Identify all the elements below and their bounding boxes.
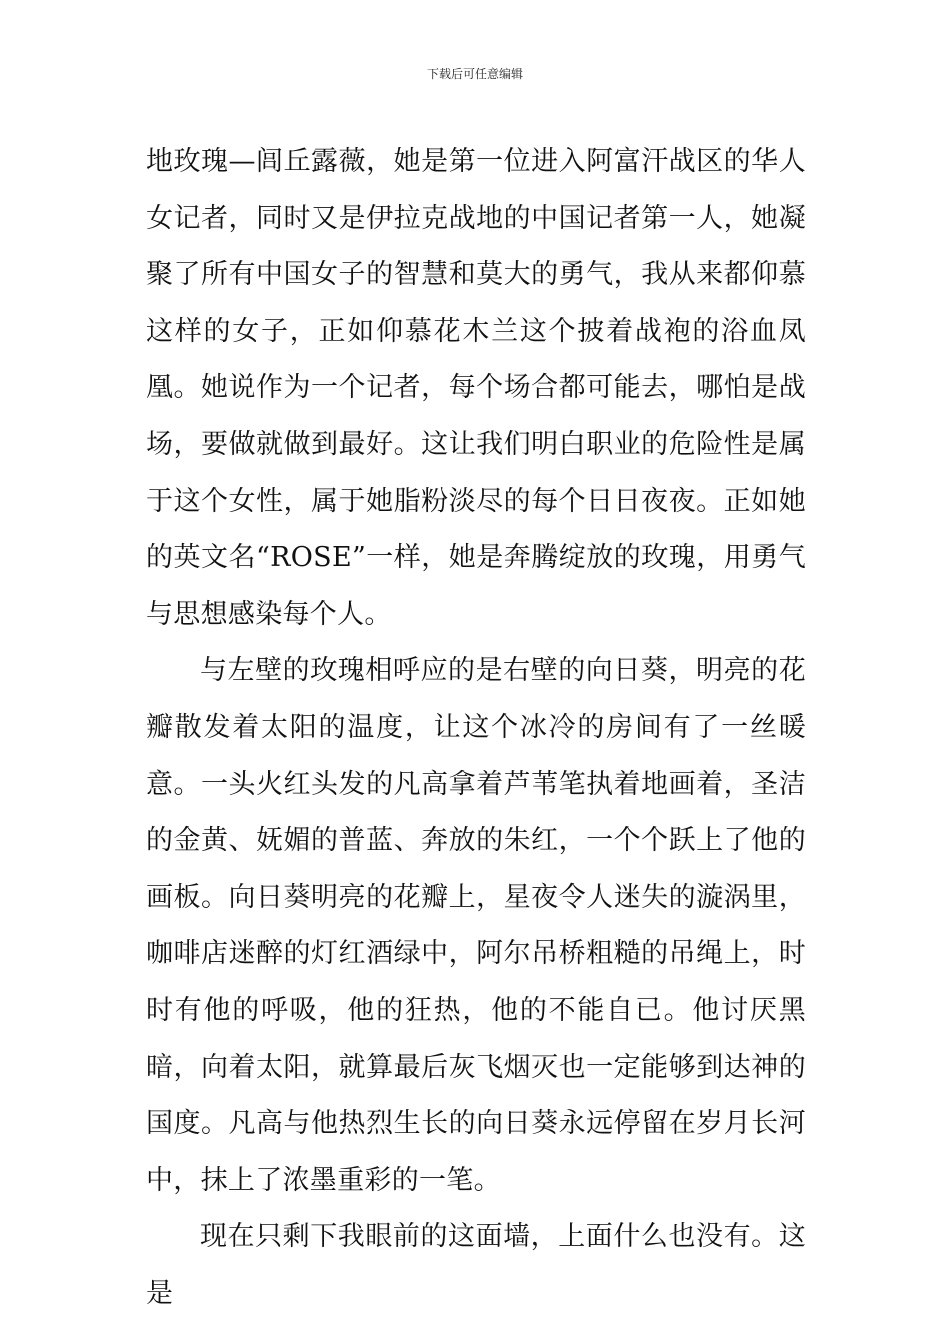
paragraph-wall: 现在只剩下我眼前的这面墙，上面什么也没有。这是 [146, 1221, 806, 1309]
page-header: 下载后可任意编辑 [426, 67, 523, 81]
paragraph-rose: 地玫瑰—闾丘露薇，她是第一位进入阿富汗战区的华人女记者，同时又是伊拉克战地的中国记者第一人，她凝聚了所有中国女子的智慧和莫大的勇气，我从来都仰慕这样的女子，正如仰慕花木兰这个披着战袍的浴血凤凰。她说作为一个记者，每个场合都可能去，哪怕是战场，要做就做到最好。这让我们明白职业的危险性是属于这个女性，属于她脂粉淡尽的每个日日夜夜。正如她的英文名“ROSE”一样，她是奔腾绽放的玫瑰，用勇气与思想感染每个人。 [146, 146, 806, 630]
paragraph-sunflower: 与左壁的玫瑰相呼应的是右壁的向日葵，明亮的花瓣散发着太阳的温度，让这个冰冷的房间有了一丝暖意。一头火红头发的凡高拿着芦苇笔执着地画着，圣洁的金黄、妩媚的普蓝、奔放的朱红，一个个跃上了他的画板。向日葵明亮的花瓣上，星夜令人迷失的漩涡里，咖啡店迷醉的灯红酒绿中，阿尔吊桥粗糙的吊绳上，时时有他的呼吸，他的狂热，他的不能自已。他讨厌黑暗，向着太阳，就算最后灰飞烟灭也一定能够到达神的国度。凡高与他热烈生长的向日葵永远停留在岁月长河中，抹上了浓墨重彩的一笔。 [146, 655, 806, 1196]
document-body [146, 134, 806, 1322]
